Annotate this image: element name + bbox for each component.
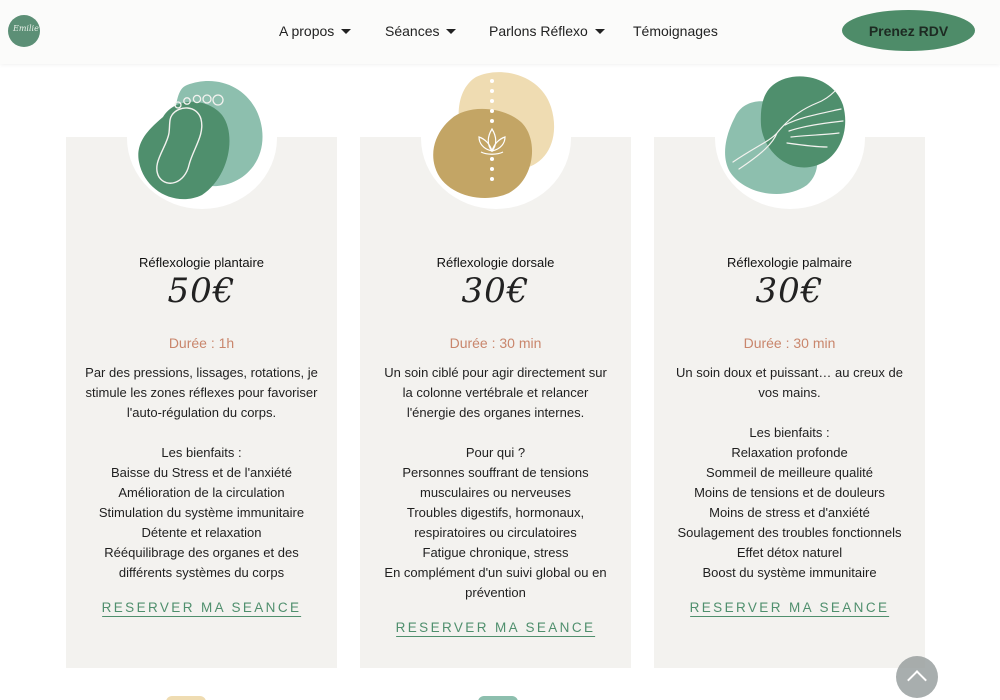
list-item: Soulagement des troubles fonctionnels <box>677 525 902 540</box>
nav-item-a-propos[interactable] <box>279 23 351 39</box>
list-item: Relaxation profonde <box>731 445 848 460</box>
nav-item-label: Témoignages <box>633 23 718 39</box>
book-appointment-button[interactable]: Prenez RDV <box>842 10 975 51</box>
card-duration: Durée : 30 min <box>743 335 836 351</box>
reserve-button[interactable]: RESERVER MA SEANCE <box>101 600 302 615</box>
card-price: 30€ <box>461 271 530 311</box>
list-item: Boost du système immunitaire <box>702 565 877 580</box>
spacer <box>76 423 327 443</box>
card-illustration <box>715 67 865 209</box>
card-title: Réflexologie palmaire <box>726 255 852 270</box>
nav-item-temoignages[interactable] <box>633 23 718 39</box>
list-heading: Les bienfaits : <box>749 425 830 440</box>
card-duration: Durée : 30 min <box>449 335 542 351</box>
nav-item-parlons-reflexo[interactable] <box>489 23 605 39</box>
description-line: vos mains. <box>758 385 821 400</box>
logo-text: Emilie <box>13 24 39 33</box>
reserve-button[interactable]: RESERVER MA SEANCE <box>395 620 596 635</box>
card-price: 30€ <box>755 271 824 311</box>
list-item: Baisse du Stress et de l'anxiété <box>111 465 292 480</box>
card-reflexologie-plantaire <box>66 137 337 668</box>
list-item: Détente et relaxation <box>141 525 262 540</box>
list-item: Stimulation du système immunitaire <box>98 505 305 520</box>
list-heading: Pour qui ? <box>465 445 526 460</box>
chevron-down-icon <box>446 29 456 34</box>
card-body <box>664 363 915 583</box>
next-row-illustration <box>166 696 206 700</box>
card-price: 50€ <box>167 271 236 311</box>
card-illustration <box>421 67 571 209</box>
description-line: l'énergie des organes internes. <box>406 405 585 420</box>
nav-item-label: Parlons Réflexo <box>489 23 588 39</box>
list-item: différents systèmes du corps <box>118 565 285 580</box>
list-item: Troubles digestifs, hormonaux, <box>406 505 585 520</box>
list-item: Rééquilibrage des organes et des <box>104 545 299 560</box>
foot-icon <box>127 67 277 209</box>
chevron-down-icon <box>341 29 351 34</box>
list-item: Moins de stress et d'anxiété <box>709 505 870 520</box>
list-item: Personnes souffrant de tensions <box>402 465 589 480</box>
card-body <box>76 363 327 583</box>
nav-item-seances[interactable] <box>385 23 456 39</box>
description-line: Un soin doux et puissant… au creux de <box>676 365 903 380</box>
chevron-down-icon <box>595 29 605 34</box>
card-body <box>370 363 621 603</box>
card-duration: Durée : 1h <box>168 335 235 351</box>
list-item: prévention <box>465 585 526 600</box>
reserve-button[interactable]: RESERVER MA SEANCE <box>689 600 890 615</box>
card-reflexologie-dorsale <box>360 137 631 668</box>
list-item: musculaires ou nerveuses <box>419 485 572 500</box>
spacer <box>664 403 915 423</box>
lotus-spine-icon <box>421 67 571 209</box>
card-reflexologie-palmaire <box>654 137 925 668</box>
scroll-to-top-button[interactable] <box>896 656 938 698</box>
next-row-illustration <box>478 696 518 700</box>
list-item: Amélioration de la circulation <box>118 485 285 500</box>
description-line: stimule les zones réflexes pour favoriser <box>85 385 318 400</box>
list-item: Sommeil de meilleure qualité <box>706 465 873 480</box>
card-title: Réflexologie plantaire <box>138 255 265 270</box>
nav-item-label: Séances <box>385 23 440 39</box>
list-item: respiratoires ou circulatoires <box>414 525 577 540</box>
description-line: Par des pressions, lissages, rotations, je <box>85 365 318 380</box>
card-title: Réflexologie dorsale <box>436 255 555 270</box>
card-illustration <box>127 67 277 209</box>
hand-icon <box>715 67 865 209</box>
nav-item-label: A propos <box>279 23 335 39</box>
list-item: Fatigue chronique, stress <box>422 545 569 560</box>
spacer <box>370 423 621 443</box>
description-line: l'auto-régulation du corps. <box>126 405 277 420</box>
list-item: En complément d'un suivi global ou en <box>384 565 607 580</box>
description-line: la colonne vertébrale et relancer <box>402 385 589 400</box>
list-item: Effet détox naturel <box>736 545 843 560</box>
list-heading: Les bienfaits : <box>161 445 242 460</box>
list-item: Moins de tensions et de douleurs <box>694 485 885 500</box>
description-line: Un soin ciblé pour agir directement sur <box>384 365 607 380</box>
site-header <box>0 0 1000 64</box>
